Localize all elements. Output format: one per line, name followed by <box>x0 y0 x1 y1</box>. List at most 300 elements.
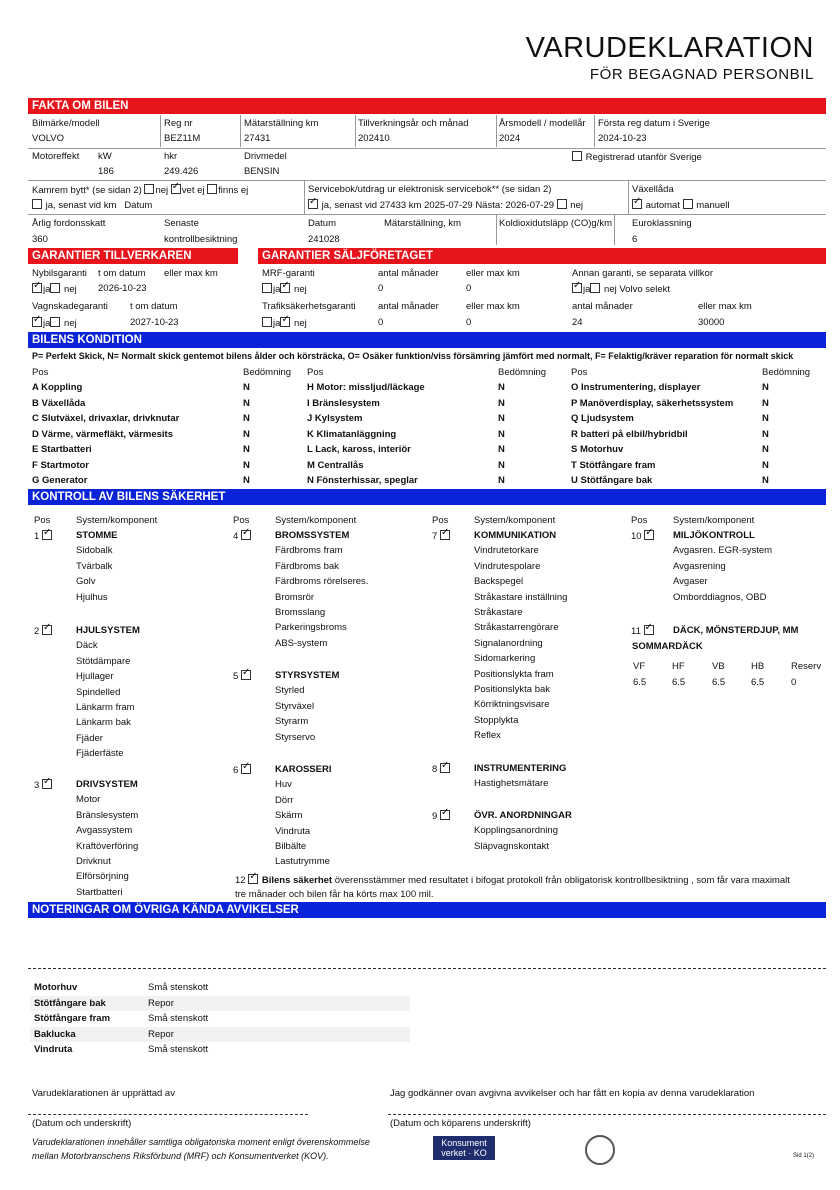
group-5-row <box>233 670 252 682</box>
note-row <box>30 1042 410 1057</box>
tread-header: VB <box>712 661 725 672</box>
group-number: 5 <box>233 671 239 682</box>
group-title: HJULSYSTEM <box>76 625 140 636</box>
group-title: BROMSSYSTEM <box>275 530 350 541</box>
kamrem-vet-label: vet ej <box>181 185 205 196</box>
other-months-label: antal månader <box>572 301 633 312</box>
traffic-km-label: eller max km <box>466 301 520 312</box>
last-insp-label-2: kontrollbesiktning <box>164 234 238 245</box>
vagn-row <box>32 317 77 329</box>
traffic-row <box>262 317 307 329</box>
gearbox-manual-checkbox[interactable] <box>683 199 693 209</box>
insp-km-label: Mätarställning, km <box>384 218 462 229</box>
kondition-rating: N <box>498 459 505 471</box>
euro-value: 6 <box>632 234 638 245</box>
kondition-item: J Kylsystem <box>307 413 363 424</box>
group-number: 2 <box>34 626 40 637</box>
kamrem-label: Kamrem bytt* (se sidan 2) <box>32 185 142 196</box>
component-item: Dörr <box>275 794 294 806</box>
group-checkbox[interactable] <box>241 530 251 540</box>
co2-label: Koldioxidutsläpp (CO)g/km <box>499 218 612 229</box>
component-item: Stötdämpare <box>76 655 131 667</box>
kondition-rating: N <box>243 475 250 486</box>
vagn-ja-checkbox[interactable] <box>32 317 42 327</box>
section-garanti-salj-heading: GARANTIER SÄLJFÖRETAGET <box>258 248 826 264</box>
kondition-item: T Stötfångare fram <box>571 459 656 471</box>
mrf-row <box>262 283 307 295</box>
component-item: Skärm <box>275 810 303 822</box>
component-item: Sidomarkering <box>474 653 536 665</box>
vagn-nej-label: nej <box>64 318 77 329</box>
group-12-row <box>235 874 790 886</box>
note-row <box>30 980 410 995</box>
group-11-number: 11 <box>631 626 641 637</box>
group-number: 8 <box>432 764 438 775</box>
gearbox-row <box>632 199 730 211</box>
note-row <box>30 1027 410 1042</box>
kamrem-row <box>32 184 248 196</box>
kontroll-pos-label-3: Pos <box>432 515 449 526</box>
kondition-rating: N <box>762 444 769 455</box>
first-reg-value: 2024-10-23 <box>598 133 647 144</box>
group-2-row <box>34 625 53 637</box>
group-number: 3 <box>34 780 40 791</box>
section-kontroll-heading: KONTROLL AV BILENS SÄKERHET <box>28 489 826 505</box>
kw-value: 186 <box>98 166 114 177</box>
kondition-rating: N <box>762 397 769 409</box>
group-3-row <box>34 779 53 791</box>
group-12-bold: Bilens säkerhet <box>261 875 333 886</box>
kamrem-datum-label: Datum <box>124 200 153 211</box>
component-item: Stråkastarrengörare <box>474 622 559 634</box>
component-item: Färdbroms rörelseres. <box>275 576 369 588</box>
kondition-item: E Startbatteri <box>32 444 92 455</box>
group-title: MILJÖKONTROLL <box>673 530 755 541</box>
component-item: Drivknut <box>76 856 111 867</box>
service-nej-checkbox[interactable] <box>557 199 567 209</box>
kondition-rating: N <box>762 459 769 471</box>
component-item: Spindelled <box>76 686 121 698</box>
kontroll-sys-label-1: System/komponent <box>76 515 158 526</box>
nybil-label: Nybilsgaranti <box>32 268 87 279</box>
reg-outside-label: Registrerad utanför Sverige <box>585 152 702 163</box>
component-item: Körriktningsvisare <box>474 699 550 711</box>
component-item: Länkarm bak <box>76 717 131 729</box>
component-item: Avgasrening <box>673 560 726 572</box>
document-subtitle: FÖR BEGAGNAD PERSONBIL <box>589 66 814 83</box>
kondition-rating: N <box>243 382 250 393</box>
component-item: Bilbälte <box>275 841 307 852</box>
kondition-item: A Koppling <box>32 382 83 393</box>
note-key: Motorhuv <box>34 982 78 993</box>
sig-label-2: (Datum och köparens underskrift) <box>390 1118 531 1129</box>
component-item: Stråkastare <box>474 607 523 618</box>
group-checkbox[interactable] <box>440 763 450 773</box>
group-number: 9 <box>432 811 438 822</box>
mrf-nej-label: nej <box>294 284 307 295</box>
group-11-title: DÄCK, MÖNSTERDJUP, MM <box>673 625 799 636</box>
component-item: Avgaser <box>673 576 708 588</box>
group-title: INSTRUMENTERING <box>474 763 567 774</box>
tread-value: 6.5 <box>751 677 765 688</box>
other-nej-label: nej Volvo selekt <box>604 284 671 295</box>
service-ja-checkbox[interactable] <box>308 199 318 209</box>
group-title: STYRSYSTEM <box>275 670 340 681</box>
kamrem-ja-row <box>32 199 152 211</box>
group-checkbox[interactable] <box>42 779 52 789</box>
component-item: Vindruta <box>275 825 311 837</box>
legal-text-1: Varudeklarationen innehåller samtliga obligatoriska moment enligt överenskommelse <box>32 1137 370 1147</box>
kondition-item: R batteri på elbil/hybridbil <box>571 428 688 440</box>
kondition-rating: N <box>243 428 250 440</box>
component-item: Bromsrör <box>275 591 315 603</box>
service-label: Servicebok/utdrag ur elektronisk servicebok** (se sidan 2) <box>308 184 552 195</box>
insp-date-value: 241028 <box>308 234 340 245</box>
kond-pos-label-2: Pos <box>307 367 324 378</box>
group-checkbox[interactable] <box>440 530 450 540</box>
kondition-item: N Fönsterhissar, speglar <box>307 475 418 486</box>
group-7-row <box>432 530 451 542</box>
mfg-value: 202410 <box>358 133 390 144</box>
group-checkbox[interactable] <box>644 530 654 540</box>
kondition-item: C Slutväxel, drivaxlar, drivknutar <box>32 413 180 424</box>
component-item: Lastutrymme <box>275 856 330 868</box>
gearbox-auto-label: automat <box>645 200 680 211</box>
mrf-km-label: eller max km <box>466 268 520 279</box>
tax-label: Årlig fordonsskatt <box>32 218 106 229</box>
note-value: Små stenskott <box>148 1044 209 1055</box>
fuel-label: Drivmedel <box>244 151 287 162</box>
traffic-months-label: antal månader <box>378 301 439 312</box>
kontroll-sys-label-4: System/komponent <box>673 515 755 526</box>
group-number: 7 <box>432 531 438 542</box>
component-item: Positionslykta bak <box>474 684 551 695</box>
kondition-item: M Centrallås <box>307 459 364 471</box>
group-number: 6 <box>233 765 239 776</box>
kondition-rating: N <box>762 475 769 486</box>
group-10-row <box>631 530 655 542</box>
gearbox-auto-checkbox[interactable] <box>632 199 642 209</box>
component-item: Hjullager <box>76 671 114 683</box>
component-item: Stopplykta <box>474 714 519 726</box>
kondition-rating: N <box>498 475 505 486</box>
component-item: Släpvagnskontakt <box>474 840 549 852</box>
note-row <box>30 1011 410 1026</box>
component-item: Stråkastare inställning <box>474 591 568 603</box>
gearbox-label: Växellåda <box>632 184 674 195</box>
kond-pos-label-1: Pos <box>32 367 49 378</box>
tread-header: HF <box>672 661 685 672</box>
kondition-rating: N <box>762 382 769 393</box>
component-item: Tvärbalk <box>76 560 113 572</box>
kondition-legend: P= Perfekt Skick, N= Normalt skick gentemot bilens ålder och körsträcka, O= Osäker funktion/viss försämring jämfört med normalt, F= Felaktig/kräver reparation för normalt skick <box>32 351 794 361</box>
hkr-label: hkr <box>164 151 178 162</box>
note-key: Stötfångare fram <box>34 1013 111 1024</box>
traffic-nej-label: nej <box>294 318 307 329</box>
other-row <box>572 283 670 295</box>
group-6-row <box>233 764 252 776</box>
badge-line-2: verket · KO <box>441 1148 487 1158</box>
kondition-rating: N <box>498 413 505 424</box>
section-garanti-tillv-heading: GARANTIER TILLVERKAREN <box>28 248 238 264</box>
component-item: Färdbroms bak <box>275 560 339 572</box>
component-item: Länkarm fram <box>76 702 135 713</box>
kondition-rating: N <box>498 397 505 409</box>
group-11-checkbox[interactable] <box>644 625 654 635</box>
component-item: Styrservo <box>275 731 316 743</box>
traffic-ja-label: ja <box>273 318 281 329</box>
reg-value: BEZ11M <box>164 133 201 144</box>
kamrem-ja-checkbox[interactable] <box>32 199 42 209</box>
kamrem-finns-checkbox[interactable] <box>207 184 217 194</box>
kondition-rating: N <box>243 413 250 424</box>
mrf-ja-checkbox[interactable] <box>262 283 272 293</box>
made-by-label: Varudeklarationen är upprättad av <box>32 1088 175 1099</box>
component-item: Bromsslang <box>275 607 326 618</box>
insp-date-label: Datum <box>308 218 336 229</box>
note-value: Små stenskott <box>148 1013 209 1024</box>
tread-header: HB <box>751 661 765 672</box>
legal-text-2: mellan Motorbranschens Riksförbund (MRF) och Konsumentverket (KOV). <box>32 1151 329 1161</box>
component-item: Kopplingsanordning <box>474 825 558 837</box>
kondition-rating: N <box>762 428 769 440</box>
other-ja-checkbox[interactable] <box>572 283 582 293</box>
kondition-item: H Motor: missljud/läckage <box>307 382 425 393</box>
nybil-ja-label: ja <box>43 284 51 295</box>
mrf-ja-label: ja <box>273 284 281 295</box>
group-checkbox[interactable] <box>241 670 251 680</box>
other-months: 24 <box>572 317 583 328</box>
other-nej-checkbox[interactable] <box>590 283 600 293</box>
group-title: KOMMUNIKATION <box>474 530 557 541</box>
vagn-label: Vagnskadegaranti <box>32 301 108 312</box>
nybil-nej-checkbox[interactable] <box>50 283 60 293</box>
reg-label: Reg nr <box>164 118 193 129</box>
component-item: Avgasren. EGR-system <box>673 545 773 557</box>
vagn-nej-checkbox[interactable] <box>50 317 60 327</box>
tax-value: 360 <box>32 234 48 245</box>
checkbox-icon <box>572 151 582 161</box>
component-item: Positionslykta fram <box>474 668 554 680</box>
component-item: Startbatteri <box>76 886 123 898</box>
tread-value: 6.5 <box>633 677 647 688</box>
hkr-value: 249.426 <box>164 166 199 177</box>
kondition-item: U Stötfångare bak <box>571 475 653 486</box>
vagn-tom-label: t om datum <box>130 301 178 312</box>
service-row <box>308 199 583 211</box>
traffic-nej-checkbox[interactable] <box>280 317 290 327</box>
note-key: Vindruta <box>34 1044 73 1055</box>
group-title: ÖVR. ANORDNINGAR <box>474 810 572 821</box>
make-label: Bilmärke/modell <box>32 118 100 129</box>
section-noteringar-heading: NOTERINGAR OM ÖVRIGA KÄNDA AVVIKELSER <box>28 902 826 918</box>
group-12-checkbox[interactable] <box>248 874 258 884</box>
kond-rating-label-3: Bedömning <box>762 367 811 378</box>
reg-outside-checkbox[interactable] <box>572 151 702 163</box>
km-value: 27431 <box>244 133 271 144</box>
first-reg-label: Första reg datum i Sverige <box>598 118 710 129</box>
kamrem-vet-checkbox[interactable] <box>171 184 181 194</box>
group-12-number: 12 <box>235 875 246 886</box>
fuel-value: BENSIN <box>244 166 280 177</box>
kontroll-pos-label-1: Pos <box>34 515 51 526</box>
group-8-row <box>432 763 451 775</box>
signature-line-seller[interactable] <box>28 1114 308 1115</box>
kondition-rating: N <box>762 413 769 424</box>
kamrem-finns-label: finns ej <box>218 185 249 196</box>
group-number: 10 <box>631 531 642 542</box>
group-11-row <box>631 625 655 637</box>
service-nej-label: nej <box>570 200 583 211</box>
group-number: 1 <box>34 531 40 542</box>
vagn-ja-label: ja <box>43 318 51 329</box>
section-kondition-heading: BILENS KONDITION <box>28 332 826 348</box>
mrf-nej-checkbox[interactable] <box>280 283 290 293</box>
component-item: Kraftöverföring <box>76 840 139 852</box>
nybil-maxkm-label: eller max km <box>164 268 218 279</box>
component-item: Däck <box>76 640 98 652</box>
mrf-label: MRF-garanti <box>262 268 315 279</box>
component-item: Huv <box>275 779 292 791</box>
kontroll-pos-label-2: Pos <box>233 515 250 526</box>
other-ja-label: ja <box>583 284 591 295</box>
kondition-item: I Bränslesystem <box>307 397 380 409</box>
component-item: ABS-system <box>275 637 328 649</box>
kondition-rating: N <box>498 382 505 393</box>
component-item: Backspegel <box>474 576 524 588</box>
kond-rating-label-2: Bedömning <box>498 367 547 378</box>
group-12-text-2: tre månader och bilen får ha körts max 100 mil. <box>235 889 434 900</box>
kondition-item: B Växellåda <box>32 397 86 409</box>
mrf-months: 0 <box>378 283 384 294</box>
vagn-date: 2027-10-23 <box>130 317 179 328</box>
component-item: Styrled <box>275 685 305 697</box>
group-checkbox[interactable] <box>42 625 52 635</box>
other-label: Annan garanti, se separata villkor <box>572 268 713 279</box>
kondition-item: G Generator <box>32 475 88 486</box>
nybil-ja-checkbox[interactable] <box>32 283 42 293</box>
tread-value: 6.5 <box>712 677 726 688</box>
component-item: Styrarm <box>275 716 309 728</box>
power-label: Motoreffekt <box>32 151 80 162</box>
make-value: VOLVO <box>32 133 65 144</box>
component-item: Avgassystem <box>76 825 133 837</box>
tread-header: VF <box>633 661 646 672</box>
traffic-label: Trafiksäkerhetsgaranti <box>262 301 356 312</box>
kondition-rating: N <box>243 444 250 455</box>
traffic-months: 0 <box>378 317 384 328</box>
kondition-item: Q Ljudsystem <box>571 413 634 424</box>
section-fakta-heading: FAKTA OM BILEN <box>28 98 826 114</box>
note-value: Repor <box>148 997 174 1009</box>
kondition-rating: N <box>243 459 250 471</box>
note-key: Baklucka <box>34 1028 76 1040</box>
badge-line-1: Konsument <box>441 1138 487 1148</box>
document-title: VARUDEKLARATION <box>525 32 814 64</box>
component-item: Vindrutespolare <box>474 560 541 572</box>
other-km-label: eller max km <box>698 301 752 312</box>
gearbox-manual-label: manuell <box>696 200 730 211</box>
component-item: Omborddiagnos, OBD <box>673 591 767 603</box>
kondition-item: F Startmotor <box>32 459 89 471</box>
tread-value: 0 <box>791 677 797 688</box>
component-item: Golv <box>76 576 96 588</box>
other-km: 30000 <box>698 317 725 328</box>
nybil-row <box>32 283 77 295</box>
kamrem-nej-checkbox[interactable] <box>144 184 154 194</box>
component-item: Styrväxel <box>275 700 315 712</box>
component-item: Sidobalk <box>76 545 113 557</box>
kondition-item: D Värme, värmefläkt, värmesits <box>32 428 173 440</box>
mfg-label: Tillverkningsår och månad <box>358 118 469 129</box>
sig-label-1: (Datum och underskrift) <box>32 1118 132 1129</box>
mrf-km: 0 <box>466 283 472 294</box>
component-item: Hastighetsmätare <box>474 778 549 790</box>
kondition-item: P Manöverdisplay, säkerhetssystem <box>571 397 734 409</box>
component-item: Fjäder <box>76 732 103 744</box>
kamrem-ja-label: ja, senast vid km <box>45 200 117 211</box>
kamrem-nej-label: nej <box>155 185 169 196</box>
component-item: Färdbroms fram <box>275 545 343 557</box>
component-item: Reflex <box>474 730 501 742</box>
group-checkbox[interactable] <box>42 530 52 540</box>
component-item: Hjulhus <box>76 591 108 603</box>
kondition-item: K Klimatanläggning <box>307 428 397 440</box>
group-checkbox[interactable] <box>440 810 450 820</box>
group-title: KAROSSERI <box>275 764 332 775</box>
group-number: 4 <box>233 531 239 542</box>
tread-value: 6.5 <box>672 677 686 688</box>
model-year-value: 2024 <box>499 133 521 144</box>
component-item: Parkeringsbroms <box>275 622 347 634</box>
konsumentverket-logo <box>433 1136 495 1160</box>
group-9-row <box>432 810 451 822</box>
approve-label: Jag godkänner ovan avgivna avvikelser och har fått en kopia av denna varudeklaration <box>390 1088 755 1099</box>
component-item: Signalanordning <box>474 637 543 649</box>
nybil-date: 2026-10-23 <box>98 283 147 294</box>
component-item: Fjäderfäste <box>76 748 124 760</box>
page-number: Sid 1(2) <box>792 1153 814 1159</box>
group-title: DRIVSYSTEM <box>76 779 138 790</box>
component-item: Vindrutetorkare <box>474 545 539 557</box>
nybil-nej-label: nej <box>64 284 77 295</box>
tread-header: Reserv <box>791 661 822 672</box>
group-12-text-1: överensstämmer med resultatet i bifogat protokoll från obligatorisk kontrollbesiktning , som får vara maximalt <box>332 875 790 886</box>
traffic-ja-checkbox[interactable] <box>262 317 272 327</box>
component-item: Motor <box>76 794 101 806</box>
signature-line-buyer[interactable] <box>388 1114 826 1115</box>
km-label: Mätarställning km <box>244 118 319 129</box>
kondition-rating: N <box>243 397 250 409</box>
traffic-km: 0 <box>466 317 472 328</box>
kond-rating-label-1: Bedömning <box>243 367 292 378</box>
service-ja-label: ja, senast vid 27433 km 2025-07-29 Nästa: 2026-07-29 <box>321 200 555 211</box>
group-1-row <box>34 530 53 542</box>
group-4-row <box>233 530 252 542</box>
note-key: Stötfångare bak <box>34 997 106 1009</box>
kondition-rating: N <box>498 444 505 455</box>
group-checkbox[interactable] <box>241 764 251 774</box>
mrf-months-label: antal månader <box>378 268 439 279</box>
component-item: Elförsörjning <box>76 871 129 883</box>
kontroll-pos-label-4: Pos <box>631 515 648 526</box>
kond-pos-label-3: Pos <box>571 367 588 378</box>
note-value: Repor <box>148 1028 174 1040</box>
kondition-rating: N <box>498 428 505 440</box>
note-value: Små stenskott <box>148 982 209 993</box>
kondition-item: L Lack, kaross, interiör <box>307 444 411 455</box>
kondition-item: S Motorhuv <box>571 444 624 455</box>
